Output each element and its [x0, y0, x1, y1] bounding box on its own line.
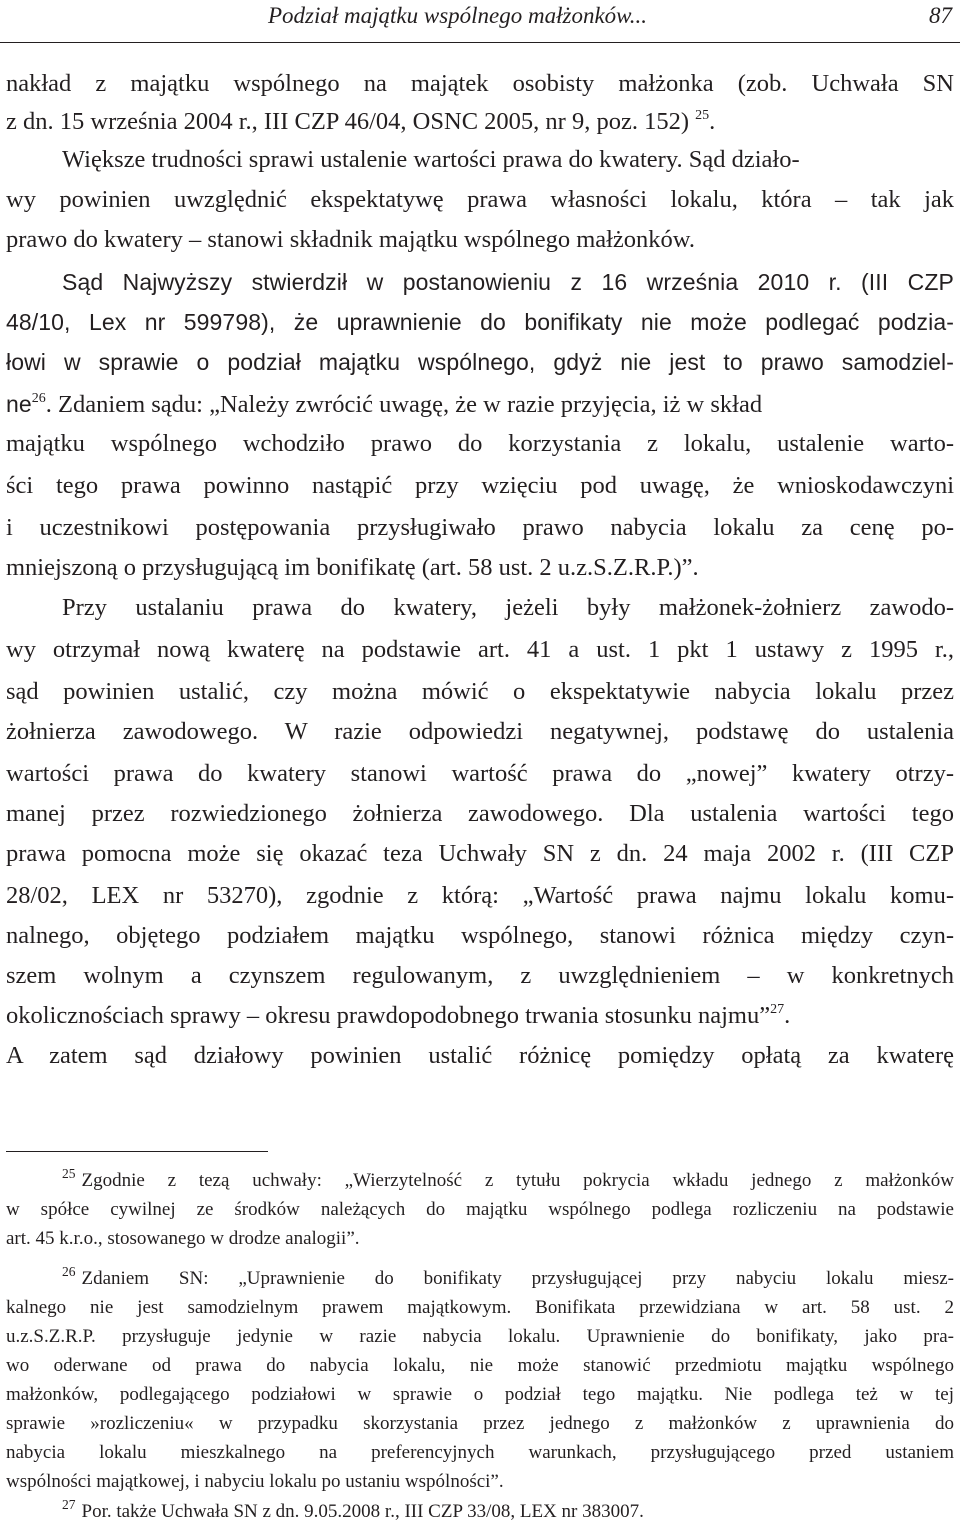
body-line: ści tego prawa powinno nastąpić przy wzięciu pod uwagę, że wnioskodawczyni: [6, 472, 954, 499]
body-line: okolicznościach sprawy – okresu prawdopodobnego trwania stosunku najmu”$^{27}$.: [6, 1001, 791, 1029]
body-line: wartości prawa do kwatery stanowi wartość prawa do „nowej” kwatery otrzy-: [6, 760, 954, 787]
footnote-line: wo oderwane od prawa do nabycia lokalu, nie może stanowić przedmiotu majątku wspólnego: [6, 1355, 954, 1376]
footnote-ref[interactable]: 26: [31, 390, 46, 406]
footnote-ref[interactable]: 25: [695, 107, 710, 123]
body-line: prawo do kwatery – stanowi składnik majątku wspólnego małżonków.: [6, 226, 696, 253]
body-line: wy powinien uwzględnić ekspektatywę prawa własności lokalu, która – tak jak: [6, 186, 954, 213]
header-rule: [0, 42, 960, 43]
footnote-ref[interactable]: 27: [770, 1001, 785, 1017]
footnote-line: nabycia lokalu mieszkalnego na preferencyjnych warunkach, przysługującego przed ustaniem: [6, 1442, 954, 1463]
paragraph-start: Sąd Najwyższy stwierdził w postanowieniu z 16 września 2010 r. (III CZP: [62, 269, 954, 295]
footnote-25: $^{25}$ Zgodnie z tezą uchwały: „Wierzytelność z tytułu pokrycia wkładu jednego z małżonków: [62, 1166, 954, 1191]
footnote-26: $^{26}$ Zdaniem SN: „Uprawnienie do bonifikaty przysługującej przy nabyciu lokalu miesz-: [62, 1264, 954, 1289]
footnote-line: w spółce cywilnej ze środków należących do majątku wspólnego podlega rozliczeniu na podstawie: [6, 1199, 954, 1220]
page-number: 87: [929, 3, 952, 28]
body-line: i uczestnikowi postępowania przysługiwało prawo nabycia lokalu za cenę po-: [6, 514, 954, 541]
body-line: z dn. 15 września 2004 r., III CZP 46/04, OSNC 2005, nr 9, poz. 152) $^{25}$.: [6, 107, 716, 135]
body-line: A zatem sąd działowy powinien ustalić różnicę pomiędzy opłatą za kwaterę: [6, 1042, 954, 1069]
body-line: sąd powinien ustalić, czy można mówić o ekspektatywie nabycia lokalu przez: [6, 678, 954, 705]
page-header: [0, 0, 960, 44]
body-line: prawa pomocna może się okazać teza Uchwały SN z dn. 24 maja 2002 r. (III CZP: [6, 840, 954, 867]
paragraph-start: Większe trudności sprawi ustalenie wartości prawa do kwatery. Sąd działo-: [62, 146, 800, 173]
body-line: 48/10, Lex nr 599798), że uprawnienie do bonifikaty nie może podlegać podzia-: [6, 309, 954, 335]
running-title: Podział majątku wspólnego małżonków...: [268, 3, 648, 28]
body-line: żołnierza zawodowego. W razie odpowiedzi negatywnej, podstawę do ustalenia: [6, 718, 954, 745]
footnote-rule: [6, 1151, 268, 1152]
body-line: wy otrzymał nową kwaterę na podstawie art. 41 a ust. 1 pkt 1 ustawy z 1995 r.,: [6, 636, 954, 663]
footnote-27: $^{27}$ Por. także Uchwała SN z dn. 9.05.2008 r., III CZP 33/08, LEX nr 383007.: [62, 1497, 644, 1522]
footnote-line: kalnego nie jest samodzielnym prawem majątkowym. Bonifikata przewidziana w art. 58 ust. 2: [6, 1297, 954, 1318]
footnote-line: u.z.S.Z.R.P. przysługuje jedynie w razie nabycia lokalu. Uprawnienie do bonifikaty, jako pra-: [6, 1326, 954, 1347]
paragraph-start: Przy ustalaniu prawa do kwatery, jeżeli były małżonek-żołnierz zawodo-: [62, 594, 954, 621]
body-line: $ne^{26}$. Zdaniem sądu: „Należy zwrócić uwagę, że w razie przyjęcia, iż w skład: [6, 390, 763, 418]
footnote-line: sprawie »rozliczeniu« w przypadku skorzystania przez jednego z małżonków z uprawnienia do: [6, 1413, 954, 1434]
body-line: majątku wspólnego wchodziło prawo do korzystania z lokalu, ustalenie warto-: [6, 430, 954, 457]
footnote-line: małżonków, podlegającego podziałowi w sprawie o podział tego majątku. Nie podlega też w tej: [6, 1384, 954, 1405]
body-line: mniejszoną o przysługującą im bonifikatę (art. 58 ust. 2 u.z.S.Z.R.P.)”.: [6, 554, 699, 581]
body-line: szem wolnym a czynszem regulowanym, z uwzględnieniem – w konkretnych: [6, 962, 954, 989]
body-line: manej przez rozwiedzionego żołnierza zawodowego. Dla ustalenia wartości tego: [6, 800, 954, 827]
footnote-line: art. 45 k.r.o., stosowanego w drodze analogii”.: [6, 1228, 360, 1249]
body-line: nalnego, objętego podziałem majątku wspólnego, stanowi różnica między czyn-: [6, 922, 954, 949]
body-line: 28/02, LEX nr 53270), zgodnie z którą: „Wartość prawa najmu lokalu komu-: [6, 882, 954, 909]
footnote-line: wspólności majątkowej, i nabyciu lokalu po ustaniu wspólności”.: [6, 1471, 504, 1492]
body-line: łowi w sprawie o podział majątku wspólnego, gdyż nie jest to prawo samodziel-: [6, 349, 954, 375]
body-line: nakład z majątku wspólnego na majątek osobisty małżonka (zob. Uchwała SN: [6, 70, 954, 97]
